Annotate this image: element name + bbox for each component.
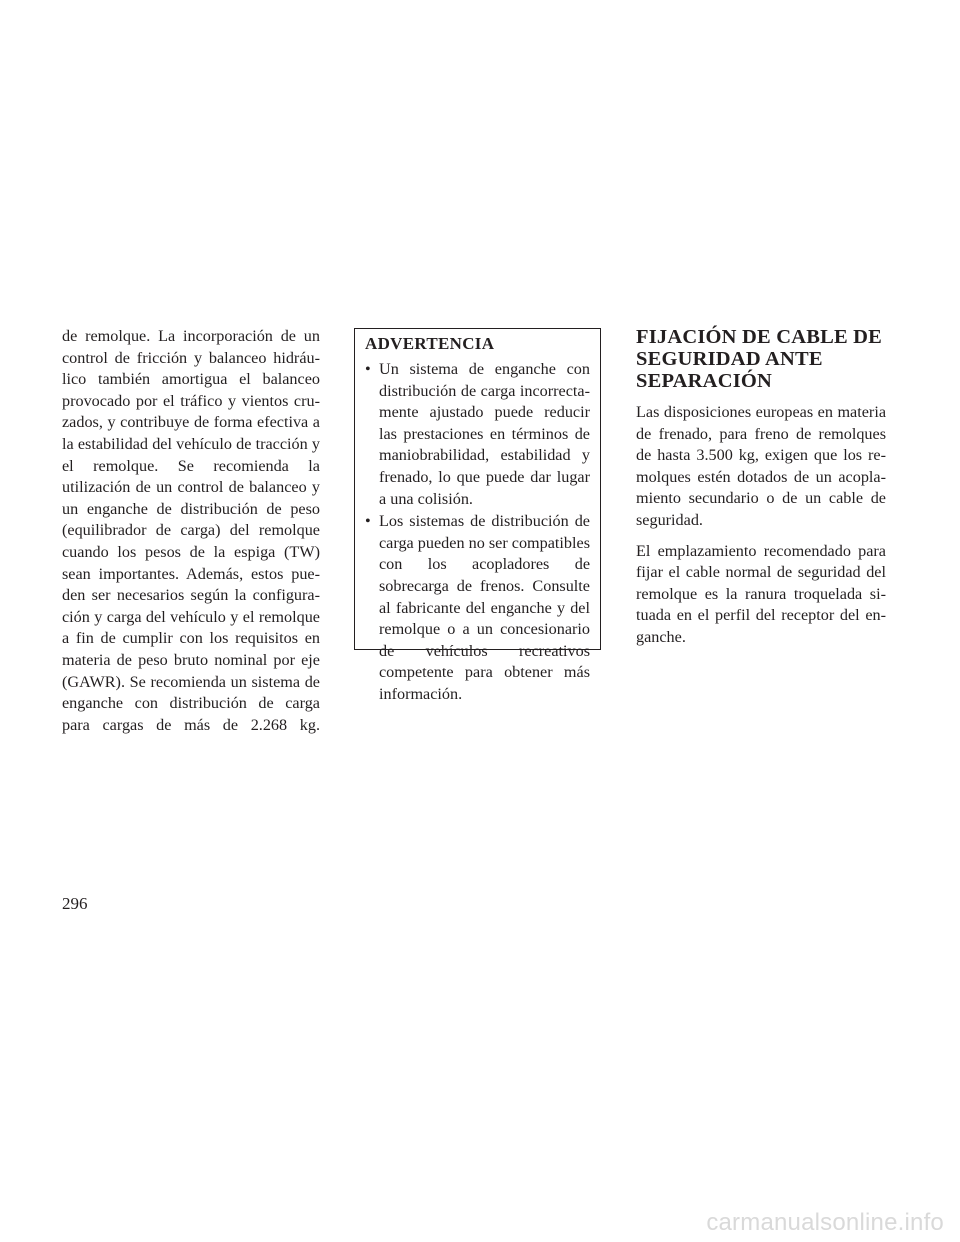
page-number: 296 xyxy=(62,894,88,913)
warning-box xyxy=(354,328,601,703)
warning-item xyxy=(365,511,590,705)
bullet-icon: • xyxy=(365,360,371,378)
body-text-column-left xyxy=(62,326,320,736)
warning-item-text: Un sistema de enganche con distribución de carga incorrectamente ajustado puede reducir las prestaciones en términos de maniobrabilidad, estabilidad y frenado, lo que puede dar lugar a una colisión. xyxy=(379,360,590,508)
watermark: carmanualsonline.info xyxy=(706,1209,944,1236)
body-paragraph: El emplazamiento recomendado para fijar el cable normal de seguridad del remolque es la ranura troquelada situada en el perfil del receptor del enganche. xyxy=(636,541,886,646)
warning-title: ADVERTENCIA xyxy=(365,334,495,353)
warning-item-text: Los sistemas de distribución de carga pueden no ser compatibles con los acopladores de sobrecarga de frenos. Consulte al fabricante del enganche y del remolque o a un concesionario de vehículos recreativos competente para obtener más información. xyxy=(379,512,590,703)
warning-item xyxy=(365,359,590,510)
body-paragraph: de remolque. La incorporación de un control de fricción y balanceo hidráulico también amortigua el balanceo provocado por el tráfico y vientos cruzados, y contribuye de forma efectiva a la estabilidad del vehículo de tracción y el remolque. Se recomienda la utilización de un control de balanceo y un enganche de distribución de peso (equilibrador de carga) del remolque cuando los pesos de la espiga (TW) sean importantes. Además, estos pueden ser necesarios según la configuración y carga del vehículo y el remolque a fin de cumplir con los requisitos en materia de peso bruto nominal por eje (GAWR). Se recomienda un sistema de enganche con distribución de carga para cargas de más de 2.268 kg. xyxy=(62,327,320,734)
body-text-column-right xyxy=(636,326,886,658)
bullet-icon: • xyxy=(365,512,371,531)
body-paragraph: Las disposiciones europeas en materia de frenado, para freno de remolques de hasta 3.500 kg, exigen que los remolques estén dotados de un acoplamiento secundario o de un cable de seguridad. xyxy=(636,403,886,529)
warning-list xyxy=(365,359,590,706)
section-heading: FIJACIÓN DE CABLE DE SEGURIDAD ANTE SEPARACIÓN xyxy=(636,326,883,392)
